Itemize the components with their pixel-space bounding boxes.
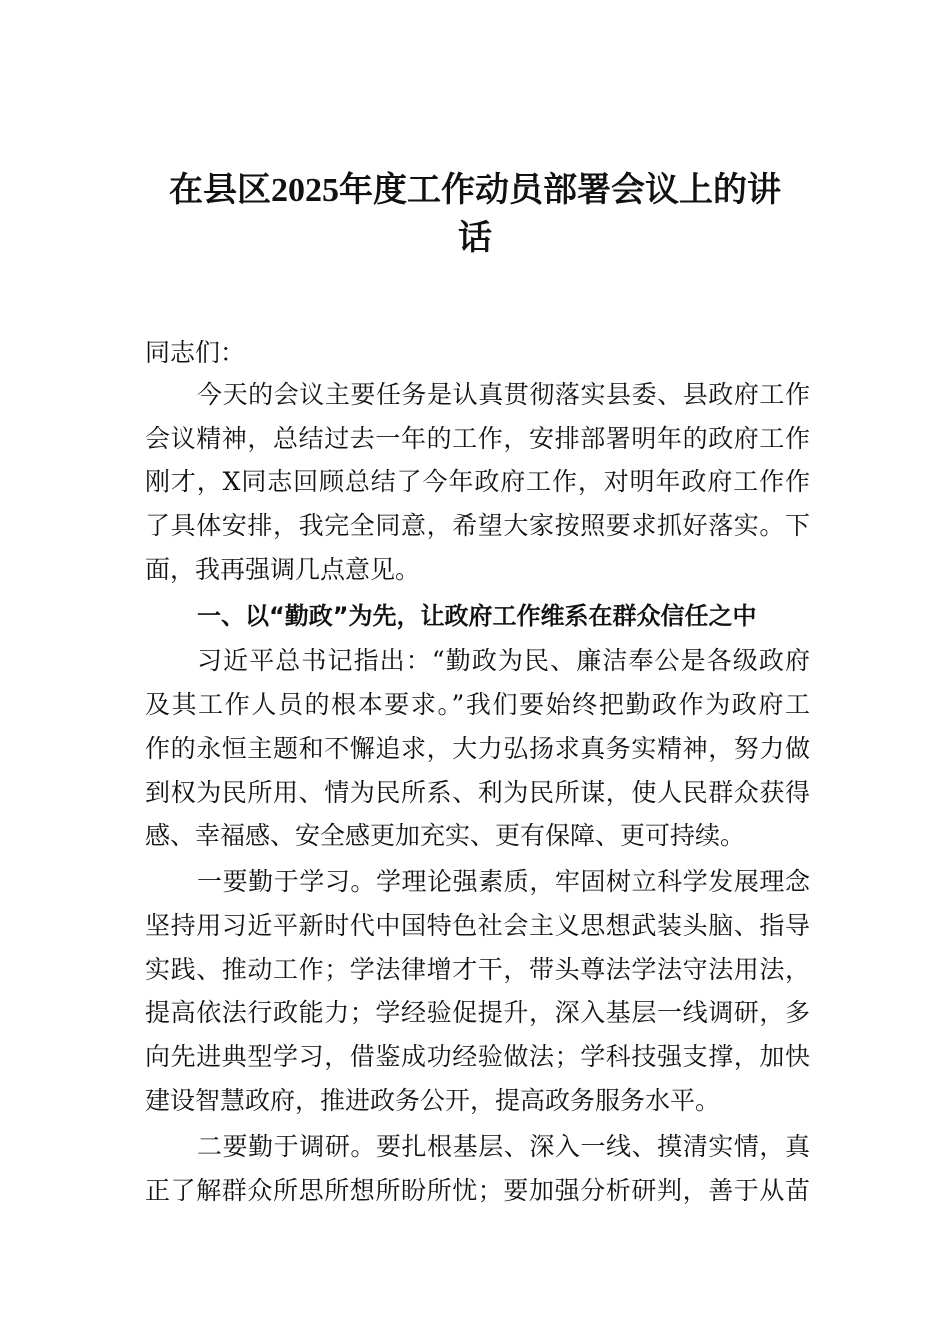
paragraph-line: 习近平总书记指出：“勤政为民、廉洁奉公是各级政府	[197, 646, 810, 675]
lead-phrase: 二要勤于调研。	[197, 1132, 376, 1161]
paragraph-line: 正了解群众所思所想所盼所忧；要加强分析研判，善于从苗	[145, 1176, 810, 1205]
paragraph-line: 提高依法行政能力；学经验促提升，深入基层一线调研，多	[145, 998, 810, 1027]
paragraph-line	[145, 867, 810, 897]
paragraph-line: 感、幸福感、安全感更加充实、更有保障、更可持续。	[145, 821, 746, 850]
document-title-line-1: 在县区2025年度工作动员部署会议上的讲	[169, 172, 781, 209]
paragraph-line: 建设智慧政府，推进政务公开，提高政务服务水平。	[145, 1086, 721, 1115]
paragraph-line: 坚持用习近平新时代中国特色社会主义思想武装头脑、指导	[145, 911, 810, 940]
salutation: 同志们：	[145, 338, 246, 367]
paragraph-line: 实践、推动工作；学法律增才干，带头尊法学法守法用法，	[145, 955, 810, 984]
paragraph-line: 到权为民所用、情为民所系、利为民所谋，使人民群众获得	[145, 778, 810, 807]
paragraph-line: 今天的会议主要任务是认真贯彻落实县委、县政府工作	[197, 380, 810, 409]
paragraph-text: 要扎根基层、深入一线、摸清实情，真	[375, 1132, 810, 1161]
paragraph-line: 作的永恒主题和不懈追求，大力弘扬求真务实精神，努力做	[145, 734, 810, 763]
paragraph-line: 及其工作人员的根本要求。”我们要始终把勤政作为政府工	[145, 690, 810, 719]
paragraph-line: 了具体安排，我完全同意，希望大家按照要求抓好落实。下	[145, 511, 810, 540]
paragraph-line: 刚才，X同志回顾总结了今年政府工作，对明年政府工作作	[145, 467, 810, 496]
paragraph-text: 学理论强素质，牢固树立科学发展理念	[375, 867, 810, 896]
paragraph-line: 会议精神，总结过去一年的工作，安排部署明年的政府工作	[145, 424, 810, 453]
paragraph-line: 向先进典型学习，借鉴成功经验做法；学科技强支撑，加快	[145, 1042, 810, 1071]
paragraph-line: 面，我再强调几点意见。	[145, 555, 421, 584]
document-title-line-2: 话	[458, 220, 492, 257]
paragraph-line	[145, 1132, 810, 1162]
section-heading: 一、以“勤政”为先，让政府工作维系在群众信任之中	[197, 602, 757, 630]
lead-phrase: 一要勤于学习。	[197, 867, 376, 896]
